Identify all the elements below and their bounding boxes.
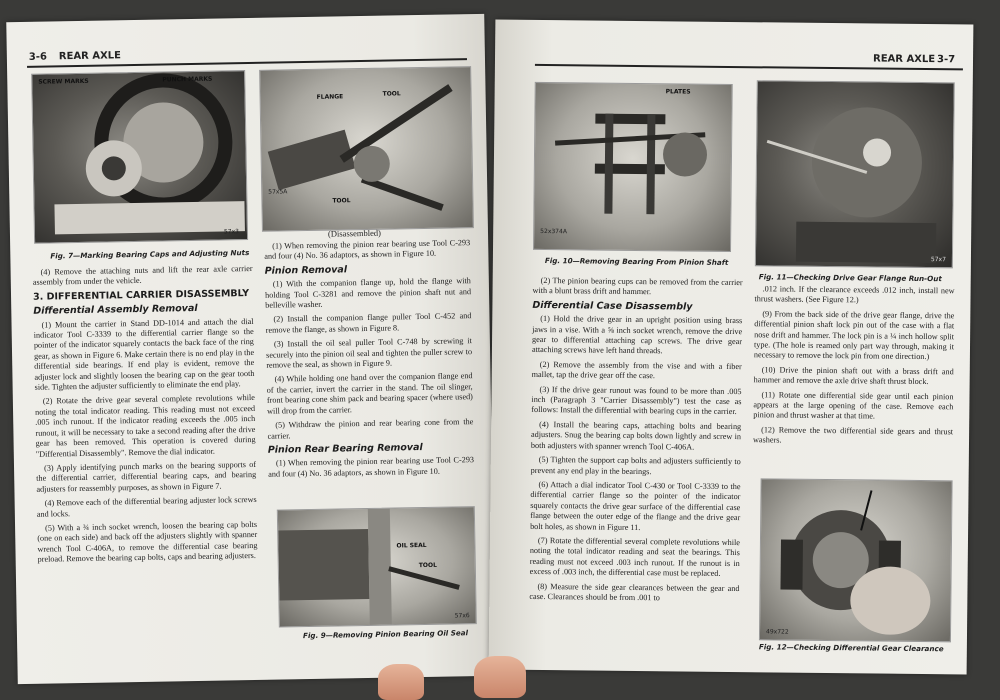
fig7-label-punch-marks: PUNCH MARKS xyxy=(162,75,213,84)
paragraph: (2) The pinion bearing cups can be removed from the carrier with a blunt brass drift and hammer. xyxy=(532,276,743,297)
subsection-heading: Differential Case Disassembly xyxy=(532,299,693,313)
ring-gear-illustration xyxy=(32,71,247,243)
paragraph: (5) With a ¾ inch socket wrench, loosen the bearing cap bolts (one on each side) and back off the adjusters slightly with spanner wrench Tool C-406A, to remove the differential case bearing preload. Remove the bearing cap bolts, caps and bearing adjusters. xyxy=(37,519,258,564)
paragraph: (1) When removing the pinion rear bearing use Tool C-293 and four (4) No. 36 adaptors, as shown in Figure 10. xyxy=(268,455,475,479)
paragraph: .012 inch. If the clearance exceeds .012 inch, install new thrust washers. (See Figure 12.) xyxy=(754,284,955,305)
page-number-left: 3-6 xyxy=(28,51,48,63)
figure-9-photo xyxy=(277,506,477,627)
figure-10-caption: Fig. 10—Removing Bearing From Pinion Shaft xyxy=(544,256,729,267)
paragraph: (3) Install the oil seal puller Tool C-748 by screwing it securely into the pinion oil seal and tighten the puller screw to remove the seal, as shown in Figure 9. xyxy=(266,336,473,370)
paragraph: (3) Apply identifying punch marks on the bearing supports of the differential carrier, differential bearing caps, and bearing adjusters for reassembly purposes, as shown in Figure 7. xyxy=(36,459,257,494)
paragraph: (4) Install the bearing caps, attaching bolts and bearing adjusters. Snug the bearing cap bolts down lightly and screw in both adjusters with spanner wrench Tool C-406A. xyxy=(530,419,742,452)
fig8-number: 57x5A xyxy=(268,188,288,196)
left-column-1 xyxy=(33,264,258,569)
header-rule-right xyxy=(535,64,963,70)
fig9-number: 57x6 xyxy=(454,612,470,620)
figure-11-caption: Fig. 11—Checking Drive Gear Flange Run-Out xyxy=(758,272,942,284)
paragraph: (4) Remove each of the differential bearing adjuster lock screws and locks. xyxy=(36,495,257,519)
paragraph: (12) Remove the two differential side gears and thrust washers. xyxy=(752,425,954,445)
paragraph: (4) Remove the attaching nuts and lift the rear axle carrier assembly from under the vehicle. xyxy=(32,263,253,288)
paragraph: (2) Rotate the drive gear several complete revolutions while noting the total indicator reading. This reading must not exceed .005 inch runout. If the indicator reading exceeds the .005 inch runout, it will be necessary to take a second reading after the drive gear has been removed. This operation is covered during "Differential Disassembly". Remove the dial indicator. xyxy=(34,393,256,459)
fig9-label-tool: TOOL xyxy=(418,561,437,570)
running-header-right: REAR AXLE xyxy=(872,53,936,66)
paragraph: (1) Hold the drive gear in an upright position using brass jaws in a vise. With a ⅝ inch socket wrench, remove the drive gear to differential attaching cap screws. The drive gear attaching screws have left hand threads. xyxy=(531,314,743,356)
figure-7-caption: Fig. 7—Marking Bearing Caps and Adjusting Nuts xyxy=(50,248,250,261)
fig8-label-tool-top: TOOL xyxy=(382,90,401,98)
paragraph: (8) Measure the side gear clearances between the gear and case. Clearances should be from .001 to xyxy=(529,581,740,603)
paragraph: (5) Withdraw the pinion and rear bearing cone from the carrier. xyxy=(267,417,474,441)
paragraph: (1) Mount the carrier in Stand DD-1014 and attach the dial indicator Tool C-3339 to the differential carrier flange so the pointer of the indicator squarely contacts the back face of the ring gear, as shown in Figure 6. Make certain there is no end play in the differential side bearings. If end play is evident, remove the adjuster lock and slightly loosen the bearing cap on the gear tooth side. Tighten the adjuster sufficiently to eliminate the end play. xyxy=(33,316,255,392)
differential-gear-illustration xyxy=(760,479,952,641)
subsection-heading: Differential Assembly Removal xyxy=(33,303,198,318)
fig7-label-screw-marks: SCREW MARKS xyxy=(38,77,89,86)
running-header-left: REAR AXLE xyxy=(58,50,122,63)
right-column-2 xyxy=(753,284,955,452)
fig10-number: 52x374A xyxy=(540,227,567,236)
bearing-press-illustration xyxy=(534,83,732,251)
paragraph: (2) Install the companion flange puller Tool C-452 and remove the flange, as shown in Figure 8. xyxy=(265,311,472,335)
thumb-left xyxy=(378,664,424,700)
paragraph: (1) When removing the pinion rear bearing use Tool C-293 and four (4) No. 36 adaptors, as shown in Figure 10. xyxy=(264,238,471,262)
fig8-label-tool-bottom: TOOL xyxy=(332,197,351,205)
paragraph: (1) With the companion flange up, hold the flange with holding Tool C-3281 and remove the pinion shaft nut and belleville washer. xyxy=(264,276,472,310)
fig8-label-flange: FLANGE xyxy=(316,93,344,101)
page-number-right: 3-7 xyxy=(936,54,956,66)
flange-puller-illustration xyxy=(260,67,473,231)
fig11-number: 57x7 xyxy=(930,256,946,264)
fig9-label-oil-seal: OIL SEAL xyxy=(396,541,427,550)
figure-11-photo xyxy=(755,80,955,268)
paragraph: (9) From the back side of the drive gear flange, drive the differential pinion shaft lock pin out of the case with a flat nose drift and hammer. The lock pin is a ¼ inch hollow split type. (The hole is reamed only part way through, making it necessary to remove the lock pin from one direction.) xyxy=(753,309,955,362)
left-column-2 xyxy=(264,238,474,484)
figure-12-caption: Fig. 12—Checking Differential Gear Clearance xyxy=(758,642,944,654)
paragraph: (7) Rotate the differential several complete revolutions while noting the total indicator reading and seat the bearings. This reading must not exceed .003 inch runout. If the runout is in excess of .003 inch, the differential case must be replaced. xyxy=(529,535,740,579)
fig12-number: 49x722 xyxy=(765,628,789,636)
paragraph: (11) Rotate one differential side gear until each pinion appears at the large opening of the case. Remove each pinion and thrust washer at that time. xyxy=(753,389,954,421)
figure-8-subtitle: (Disassembled) xyxy=(327,227,381,239)
figure-12-photo xyxy=(759,478,953,642)
paragraph: (10) Drive the pinion shaft out with a brass drift and hammer and remove the axle drive shaft thrust block. xyxy=(753,365,954,387)
oil-seal-puller-illustration xyxy=(278,507,476,626)
paragraph: (3) If the drive gear runout was found to be more than .005 inch (Paragraph 3 "Carrier Disassembly") test the case as follows: Install the differential with bearing cups in the carrier. xyxy=(531,384,742,417)
figure-8-photo xyxy=(259,66,474,232)
paragraph: (5) Tighten the support cap bolts and adjusters sufficiently to prevent any end play in the bearings. xyxy=(530,455,741,476)
subsection-heading: Pinion Rear Bearing Removal xyxy=(267,441,423,456)
section-heading: 3. DIFFERENTIAL CARRIER DISASSEMBLY xyxy=(32,287,250,303)
paragraph: (6) Attach a dial indicator Tool C-430 or Tool C-3339 to the differential carrier flange so the pointer of the indicator squarely contacts the drive gear surface of the differential case flange between the outer edge of the flange and the drive gear bolt holes, as shown in Figure 11. xyxy=(530,479,741,532)
paragraph: (4) While holding one hand over the companion flange end of the carrier, invert the carrier in the stand. The oil slinger, front bearing cone shim pack and bearing spacer (where used) will drop from the carrier. xyxy=(266,371,473,416)
right-page xyxy=(489,20,974,675)
right-column-1 xyxy=(529,276,742,609)
figure-9-caption: Fig. 9—Removing Pinion Bearing Oil Seal xyxy=(302,628,469,641)
dial-indicator-illustration xyxy=(756,81,954,267)
subsection-heading: Pinion Removal xyxy=(264,264,348,277)
left-page xyxy=(6,14,495,684)
figure-7-photo xyxy=(31,70,248,244)
fig7-number: 57x3 xyxy=(223,228,240,236)
paragraph: (2) Remove the assembly from the vise and with a fiber mallet, tap the drive gear off the case. xyxy=(531,359,742,381)
fig10-label-plates: PLATES xyxy=(665,88,691,96)
figure-10-photo xyxy=(533,82,733,252)
